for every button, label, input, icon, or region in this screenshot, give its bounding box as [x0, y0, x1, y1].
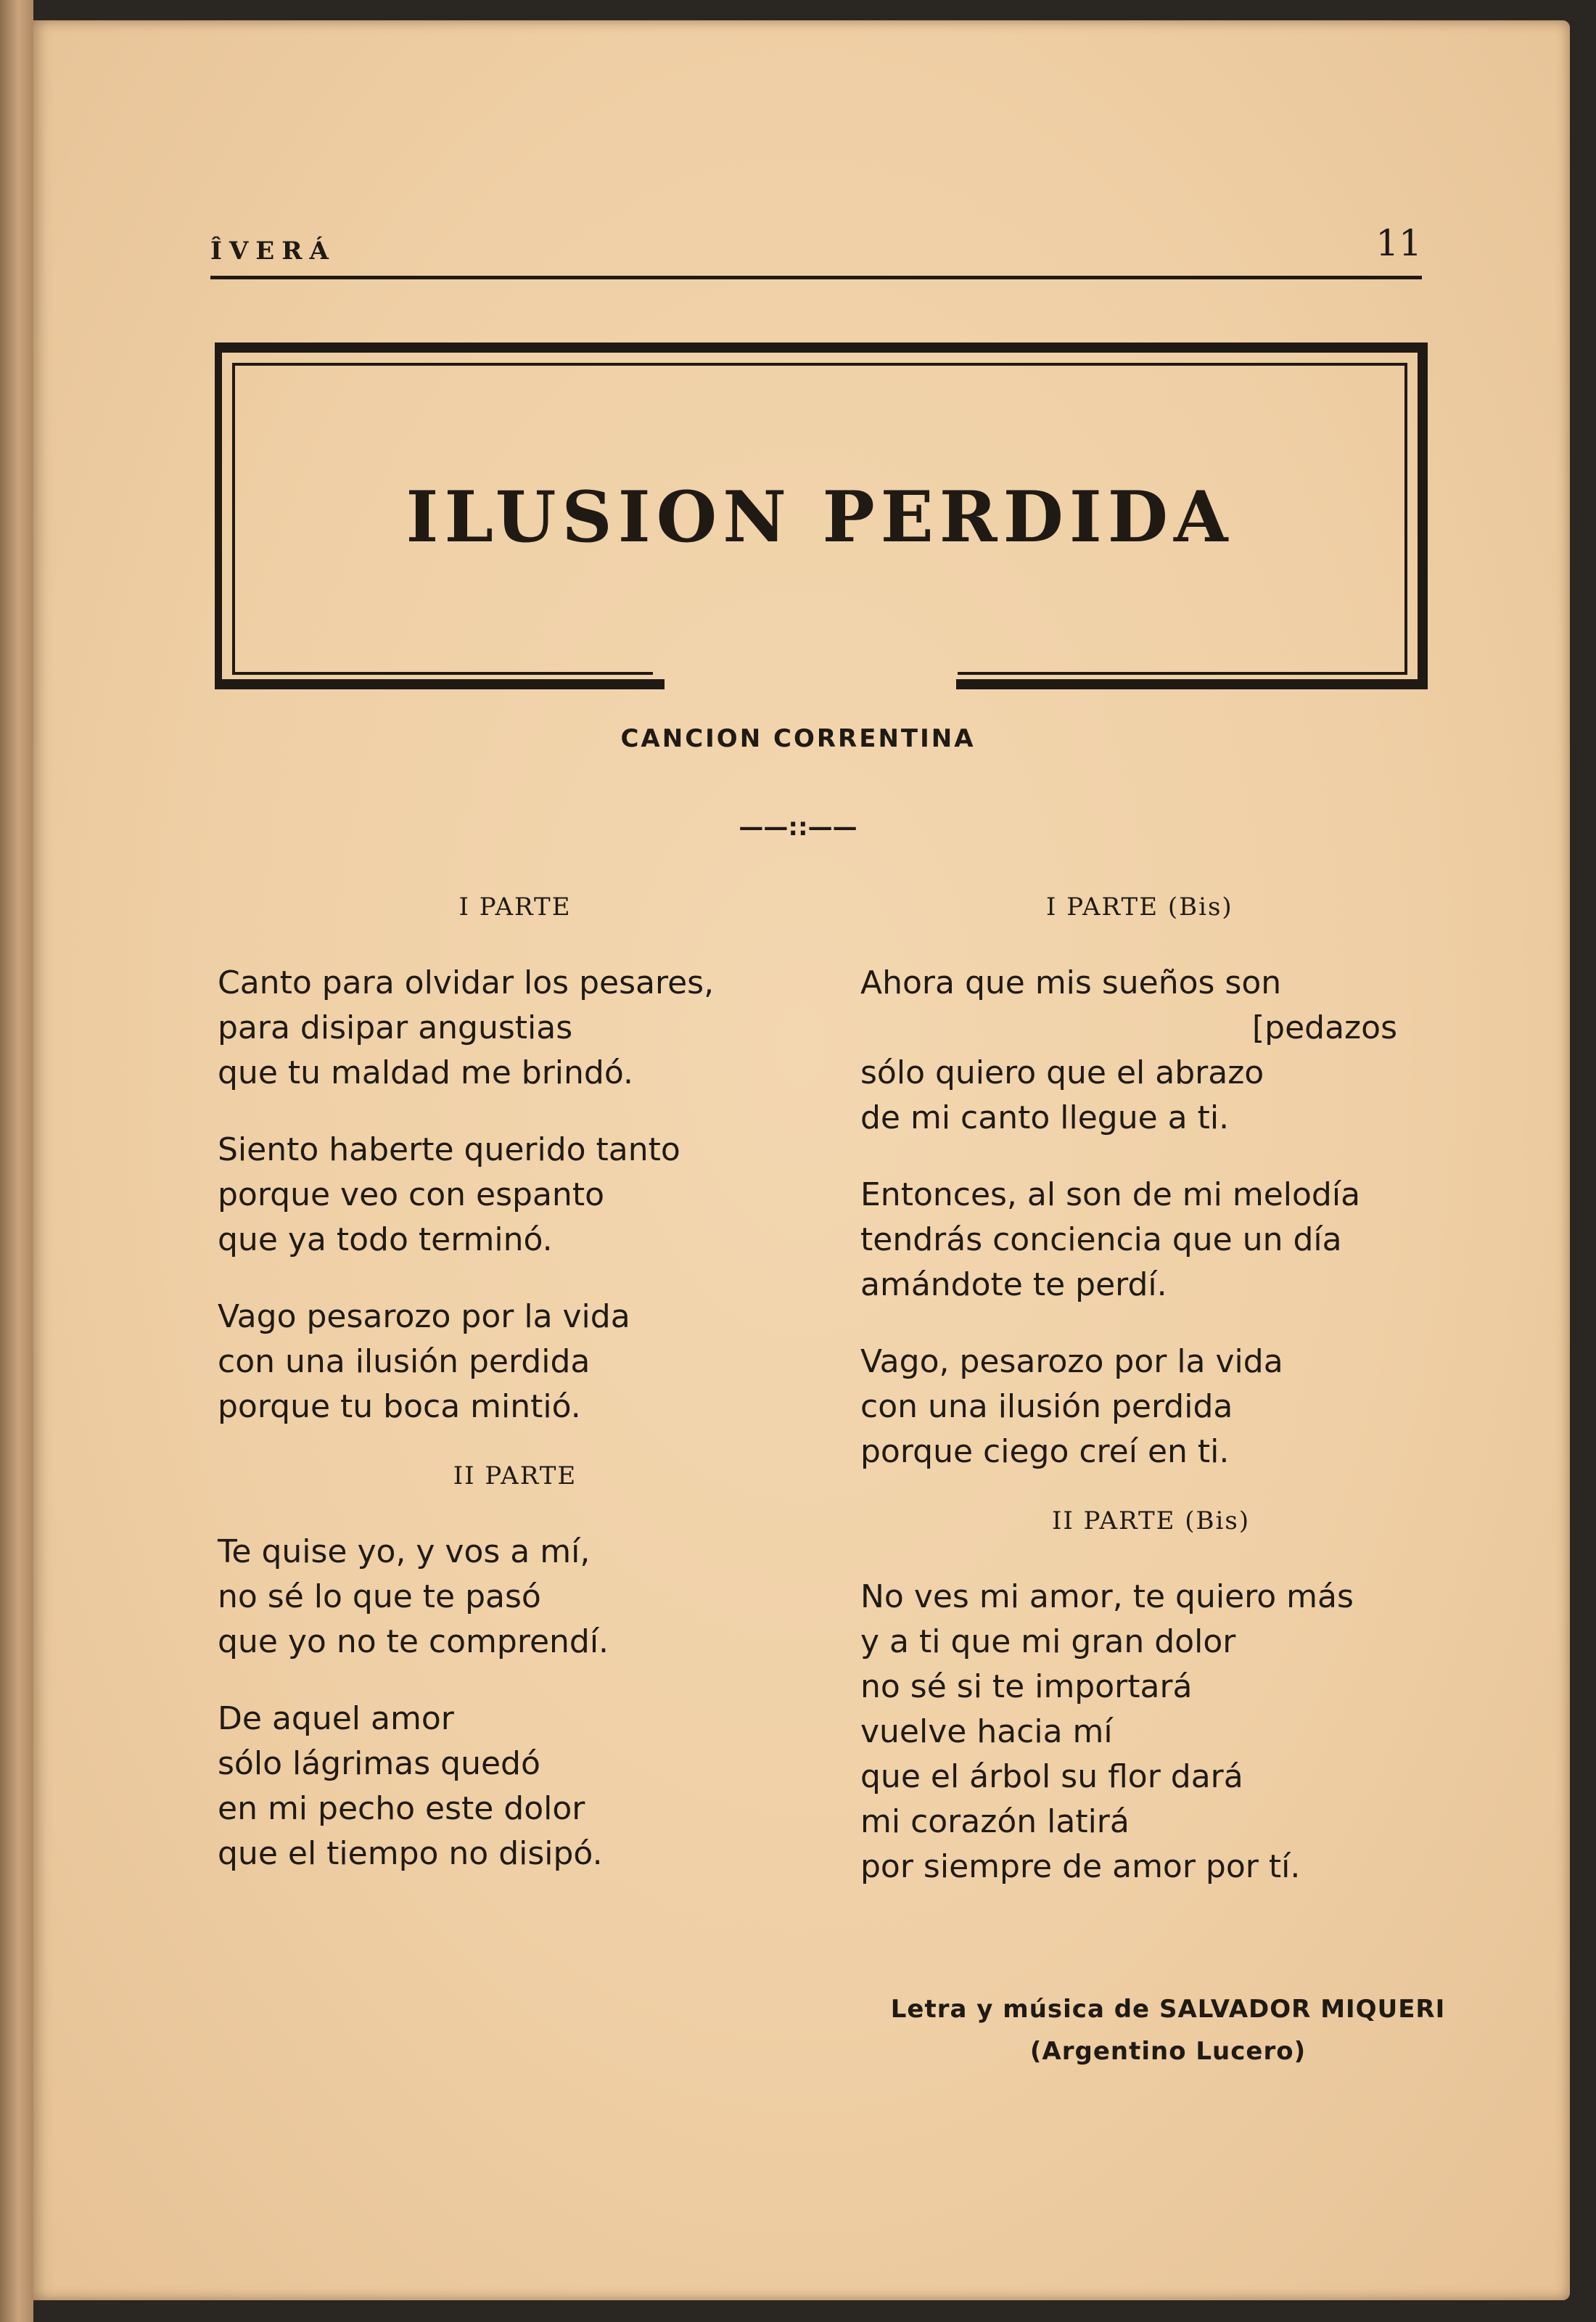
verse-line-continuation: [pedazos [1252, 1009, 1397, 1046]
title-frame-base-right [956, 679, 1428, 689]
verse-line: Canto para olvidar los pesares, [218, 964, 715, 1001]
title-frame-inner-base-right [958, 672, 1407, 675]
verse-line: Vago pesarozo por la vida [218, 1298, 630, 1335]
verse-line: amándote te perdí. [860, 1266, 1167, 1303]
verse-line: tendrás conciencia que un día [860, 1221, 1342, 1258]
verse-line: porque tu boca mintió. [218, 1388, 581, 1425]
stanza [218, 1697, 813, 1876]
verse-line: por siempre de amor por tí. [860, 1848, 1301, 1885]
verse-line: de mi canto llegue a ti. [860, 1099, 1230, 1136]
verse-line: con una ilusión perdida [860, 1388, 1233, 1425]
song-credits [878, 1988, 1458, 2072]
credits-author: Letra y música de SALVADOR MIQUERI [890, 1995, 1446, 2024]
part-heading: II PARTE [453, 1461, 577, 1490]
stanza [218, 961, 813, 1096]
verse-line: vuelve hacia mí [860, 1713, 1113, 1750]
title-frame [215, 342, 1428, 689]
stanza [860, 1173, 1441, 1308]
verse-line: que ya todo terminó. [218, 1221, 553, 1258]
verse-line: y a ti que mi gran dolor [860, 1623, 1236, 1660]
verse-line: Entonces, al son de mi melodía [860, 1176, 1361, 1213]
verse-line: no sé si te importará [860, 1668, 1193, 1705]
book-spine [0, 0, 33, 2322]
verse-line: en mi pecho este dolor [218, 1790, 585, 1827]
left-column [218, 893, 813, 1908]
verse-line: Siento haberte querido tanto [218, 1131, 680, 1168]
verse-line: que el tiempo no disipó. [218, 1835, 603, 1872]
verse-line: Ahora que mis sueños son [860, 964, 1282, 1001]
verse-line: No ves mi amor, te quiero más [860, 1578, 1354, 1615]
part-heading: I PARTE (Bis) [1046, 893, 1233, 922]
part-heading: II PARTE (Bis) [1052, 1506, 1251, 1535]
song-subtitle: CANCION CORRENTINA [620, 724, 976, 753]
verse-line: que tu maldad me brindó. [218, 1054, 633, 1091]
stanza [860, 1575, 1441, 1890]
part-heading: I PARTE [458, 893, 572, 922]
song-title: ILUSION PERDIDA [406, 476, 1234, 558]
verse-line: Te quise yo, y vos a mí, [218, 1533, 591, 1570]
verse-line: porque ciego creí en ti. [860, 1433, 1230, 1470]
stanza [218, 1295, 813, 1429]
stanza [860, 961, 1441, 1141]
verse-line: Vago, pesarozo por la vida [860, 1343, 1283, 1380]
running-header [210, 218, 1422, 279]
credits-pseudonym: (Argentino Lucero) [1029, 2037, 1307, 2066]
verse-line: mi corazón latirá [860, 1803, 1130, 1840]
verse-line: no sé lo que te pasó [218, 1578, 541, 1615]
title-frame-inner-base-left [232, 672, 653, 675]
verse-line: De aquel amor [218, 1700, 454, 1737]
verse-line: sólo lágrimas quedó [218, 1745, 540, 1782]
verse-line: con una ilusión perdida [218, 1343, 591, 1380]
magazine-title: ÎVERÁ [210, 237, 336, 266]
right-column [860, 893, 1441, 1921]
verse-line: que el árbol su flor dará [860, 1758, 1243, 1795]
stanza [860, 1340, 1441, 1474]
verse-line: que yo no te comprendí. [218, 1623, 609, 1660]
section-divider: ——::—— [739, 813, 857, 842]
verse-line: porque veo con espanto [218, 1176, 604, 1213]
verse-line: para disipar angustias [218, 1009, 573, 1046]
stanza [218, 1128, 813, 1263]
verse-line: sólo quiero que el abrazo [860, 1054, 1264, 1091]
page-number: 11 [1375, 222, 1422, 264]
title-frame-base-left [215, 679, 665, 689]
stanza [218, 1530, 813, 1665]
